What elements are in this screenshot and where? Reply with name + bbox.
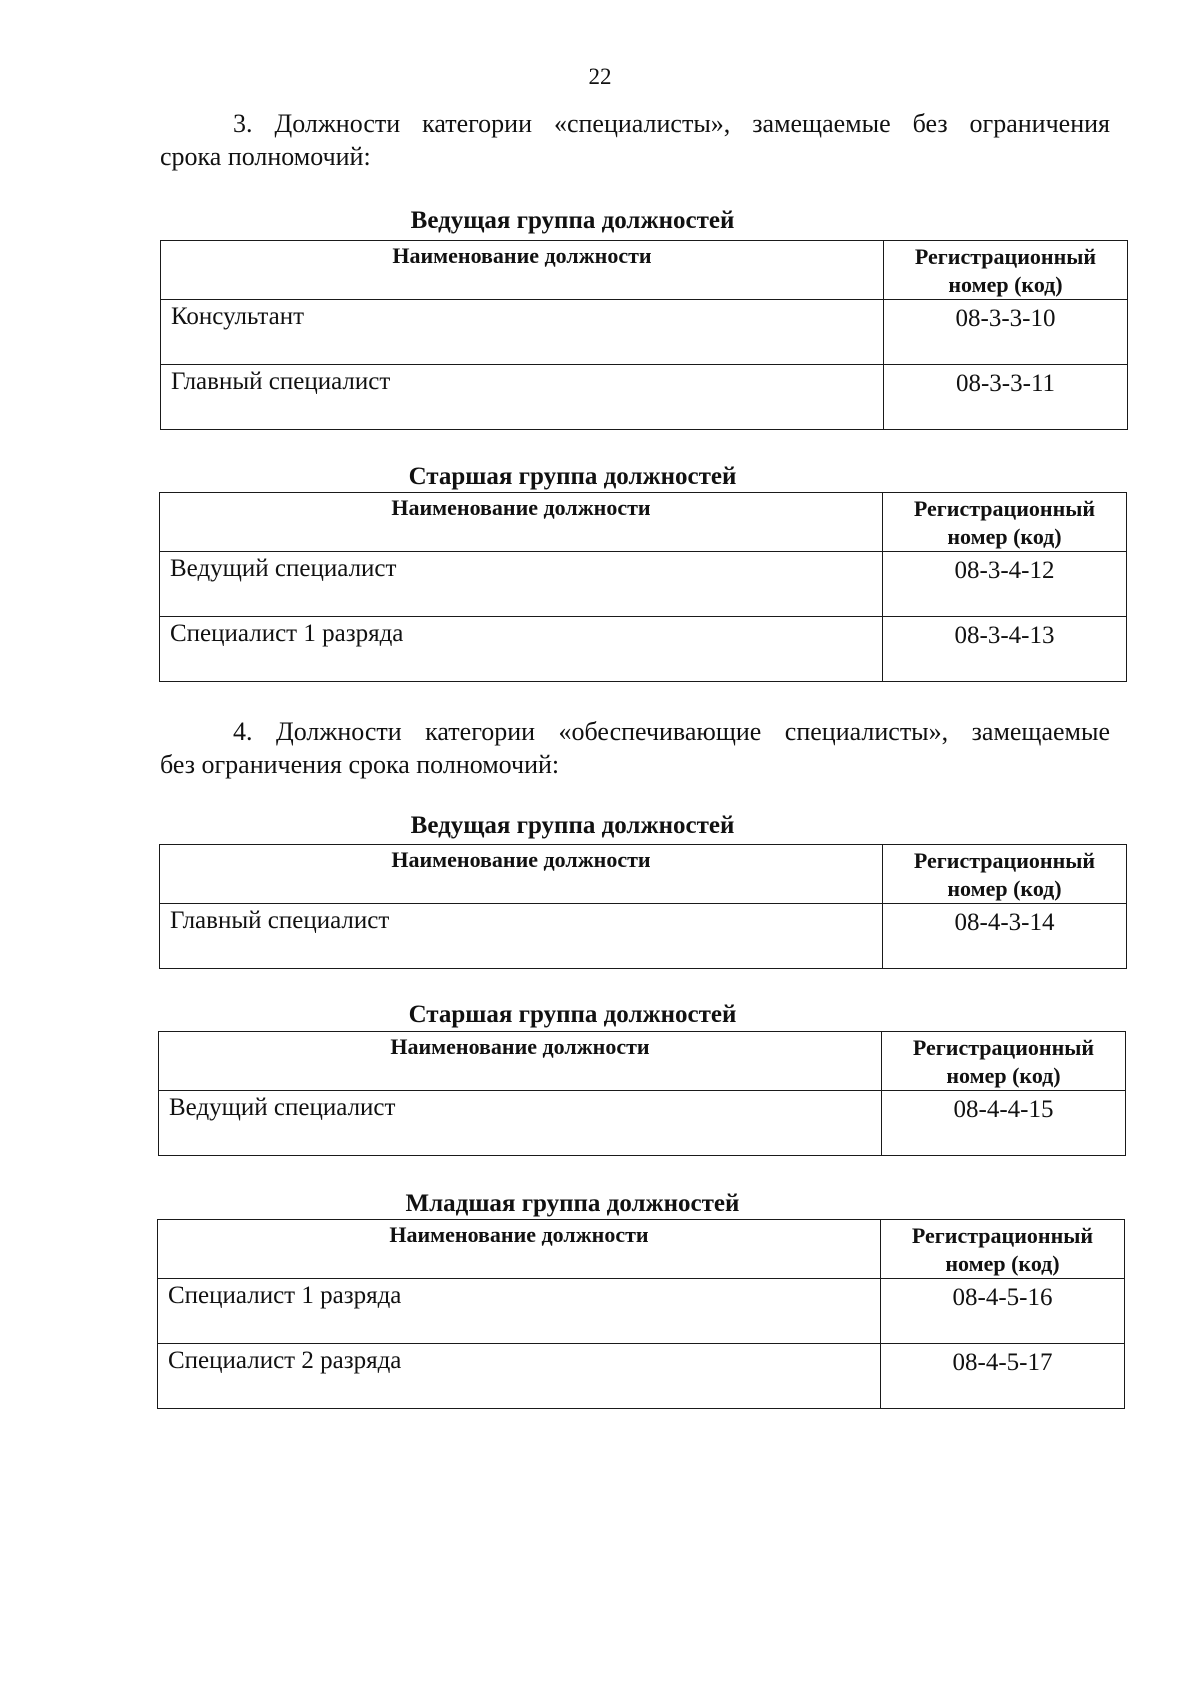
position-name: Специалист 2 разряда xyxy=(158,1344,881,1409)
table-row xyxy=(160,552,1127,617)
table-row xyxy=(160,617,1127,682)
position-code: 08-4-5-16 xyxy=(881,1279,1125,1344)
positions-table xyxy=(160,240,1128,430)
group-title: Старшая группа должностей xyxy=(408,463,737,490)
positions-table xyxy=(159,492,1127,682)
section-4-line-2: без ограничения срока полномочий: xyxy=(160,750,560,779)
column-header-name: Наименование должности xyxy=(160,493,883,552)
table-header-row xyxy=(160,845,1127,904)
column-header-code xyxy=(883,493,1127,552)
table-row xyxy=(161,300,1128,365)
column-header-code-line-2: номер (код) xyxy=(947,876,1062,901)
table-header-row xyxy=(159,1032,1126,1091)
positions-table xyxy=(159,844,1127,969)
position-code: 08-4-5-17 xyxy=(881,1344,1125,1409)
column-header-code xyxy=(881,1220,1125,1279)
section-3-line-2: срока полномочий: xyxy=(160,142,371,171)
position-name: Специалист 1 разряда xyxy=(160,617,883,682)
section-4-line-1: 4. Должности категории «обеспечивающие специалисты», замещаемые xyxy=(233,717,1110,746)
position-name: Консультант xyxy=(161,300,884,365)
position-code: 08-3-4-13 xyxy=(883,617,1127,682)
group-title: Старшая группа должностей xyxy=(408,1001,737,1028)
column-header-code-line-1: Регистрационный xyxy=(911,1223,1094,1248)
position-code: 08-3-3-11 xyxy=(884,365,1128,430)
table-row xyxy=(158,1279,1125,1344)
column-header-code-line-2: номер (код) xyxy=(947,524,1062,549)
column-header-code-line-2: номер (код) xyxy=(948,272,1063,297)
table-row xyxy=(161,365,1128,430)
column-header-name: Наименование должности xyxy=(161,241,884,300)
column-header-code-line-1: Регистрационный xyxy=(912,1035,1095,1060)
position-code: 08-3-3-10 xyxy=(884,300,1128,365)
positions-table xyxy=(157,1219,1125,1409)
section-3-line-1: 3. Должности категории «специалисты», замещаемые без ограничения xyxy=(233,109,1110,138)
table-row xyxy=(160,904,1127,969)
position-name: Главный специалист xyxy=(160,904,883,969)
position-name: Специалист 1 разряда xyxy=(158,1279,881,1344)
section-3-paragraph xyxy=(160,107,1110,173)
group-title: Ведущая группа должностей xyxy=(410,207,735,234)
table-header-row xyxy=(160,493,1127,552)
table-row xyxy=(158,1344,1125,1409)
column-header-name: Наименование должности xyxy=(158,1220,881,1279)
group-title: Младшая группа должностей xyxy=(405,1190,740,1217)
column-header-code-line-1: Регистрационный xyxy=(913,848,1096,873)
position-code: 08-4-3-14 xyxy=(883,904,1127,969)
column-header-name: Наименование должности xyxy=(159,1032,882,1091)
section-4-paragraph xyxy=(160,715,1110,781)
position-code: 08-3-4-12 xyxy=(883,552,1127,617)
column-header-code xyxy=(884,241,1128,300)
position-code: 08-4-4-15 xyxy=(882,1091,1126,1156)
column-header-name: Наименование должности xyxy=(160,845,883,904)
table-header-row xyxy=(161,241,1128,300)
column-header-code-line-2: номер (код) xyxy=(946,1063,1061,1088)
position-name: Ведущий специалист xyxy=(160,552,883,617)
column-header-code xyxy=(883,845,1127,904)
position-name: Ведущий специалист xyxy=(159,1091,882,1156)
table-header-row xyxy=(158,1220,1125,1279)
positions-table xyxy=(158,1031,1126,1156)
table-row xyxy=(159,1091,1126,1156)
column-header-code-line-1: Регистрационный xyxy=(914,244,1097,269)
group-title: Ведущая группа должностей xyxy=(410,812,735,839)
column-header-code-line-1: Регистрационный xyxy=(913,496,1096,521)
column-header-code xyxy=(882,1032,1126,1091)
column-header-code-line-2: номер (код) xyxy=(945,1251,1060,1276)
position-name: Главный специалист xyxy=(161,365,884,430)
page-number: 22 xyxy=(588,64,612,89)
